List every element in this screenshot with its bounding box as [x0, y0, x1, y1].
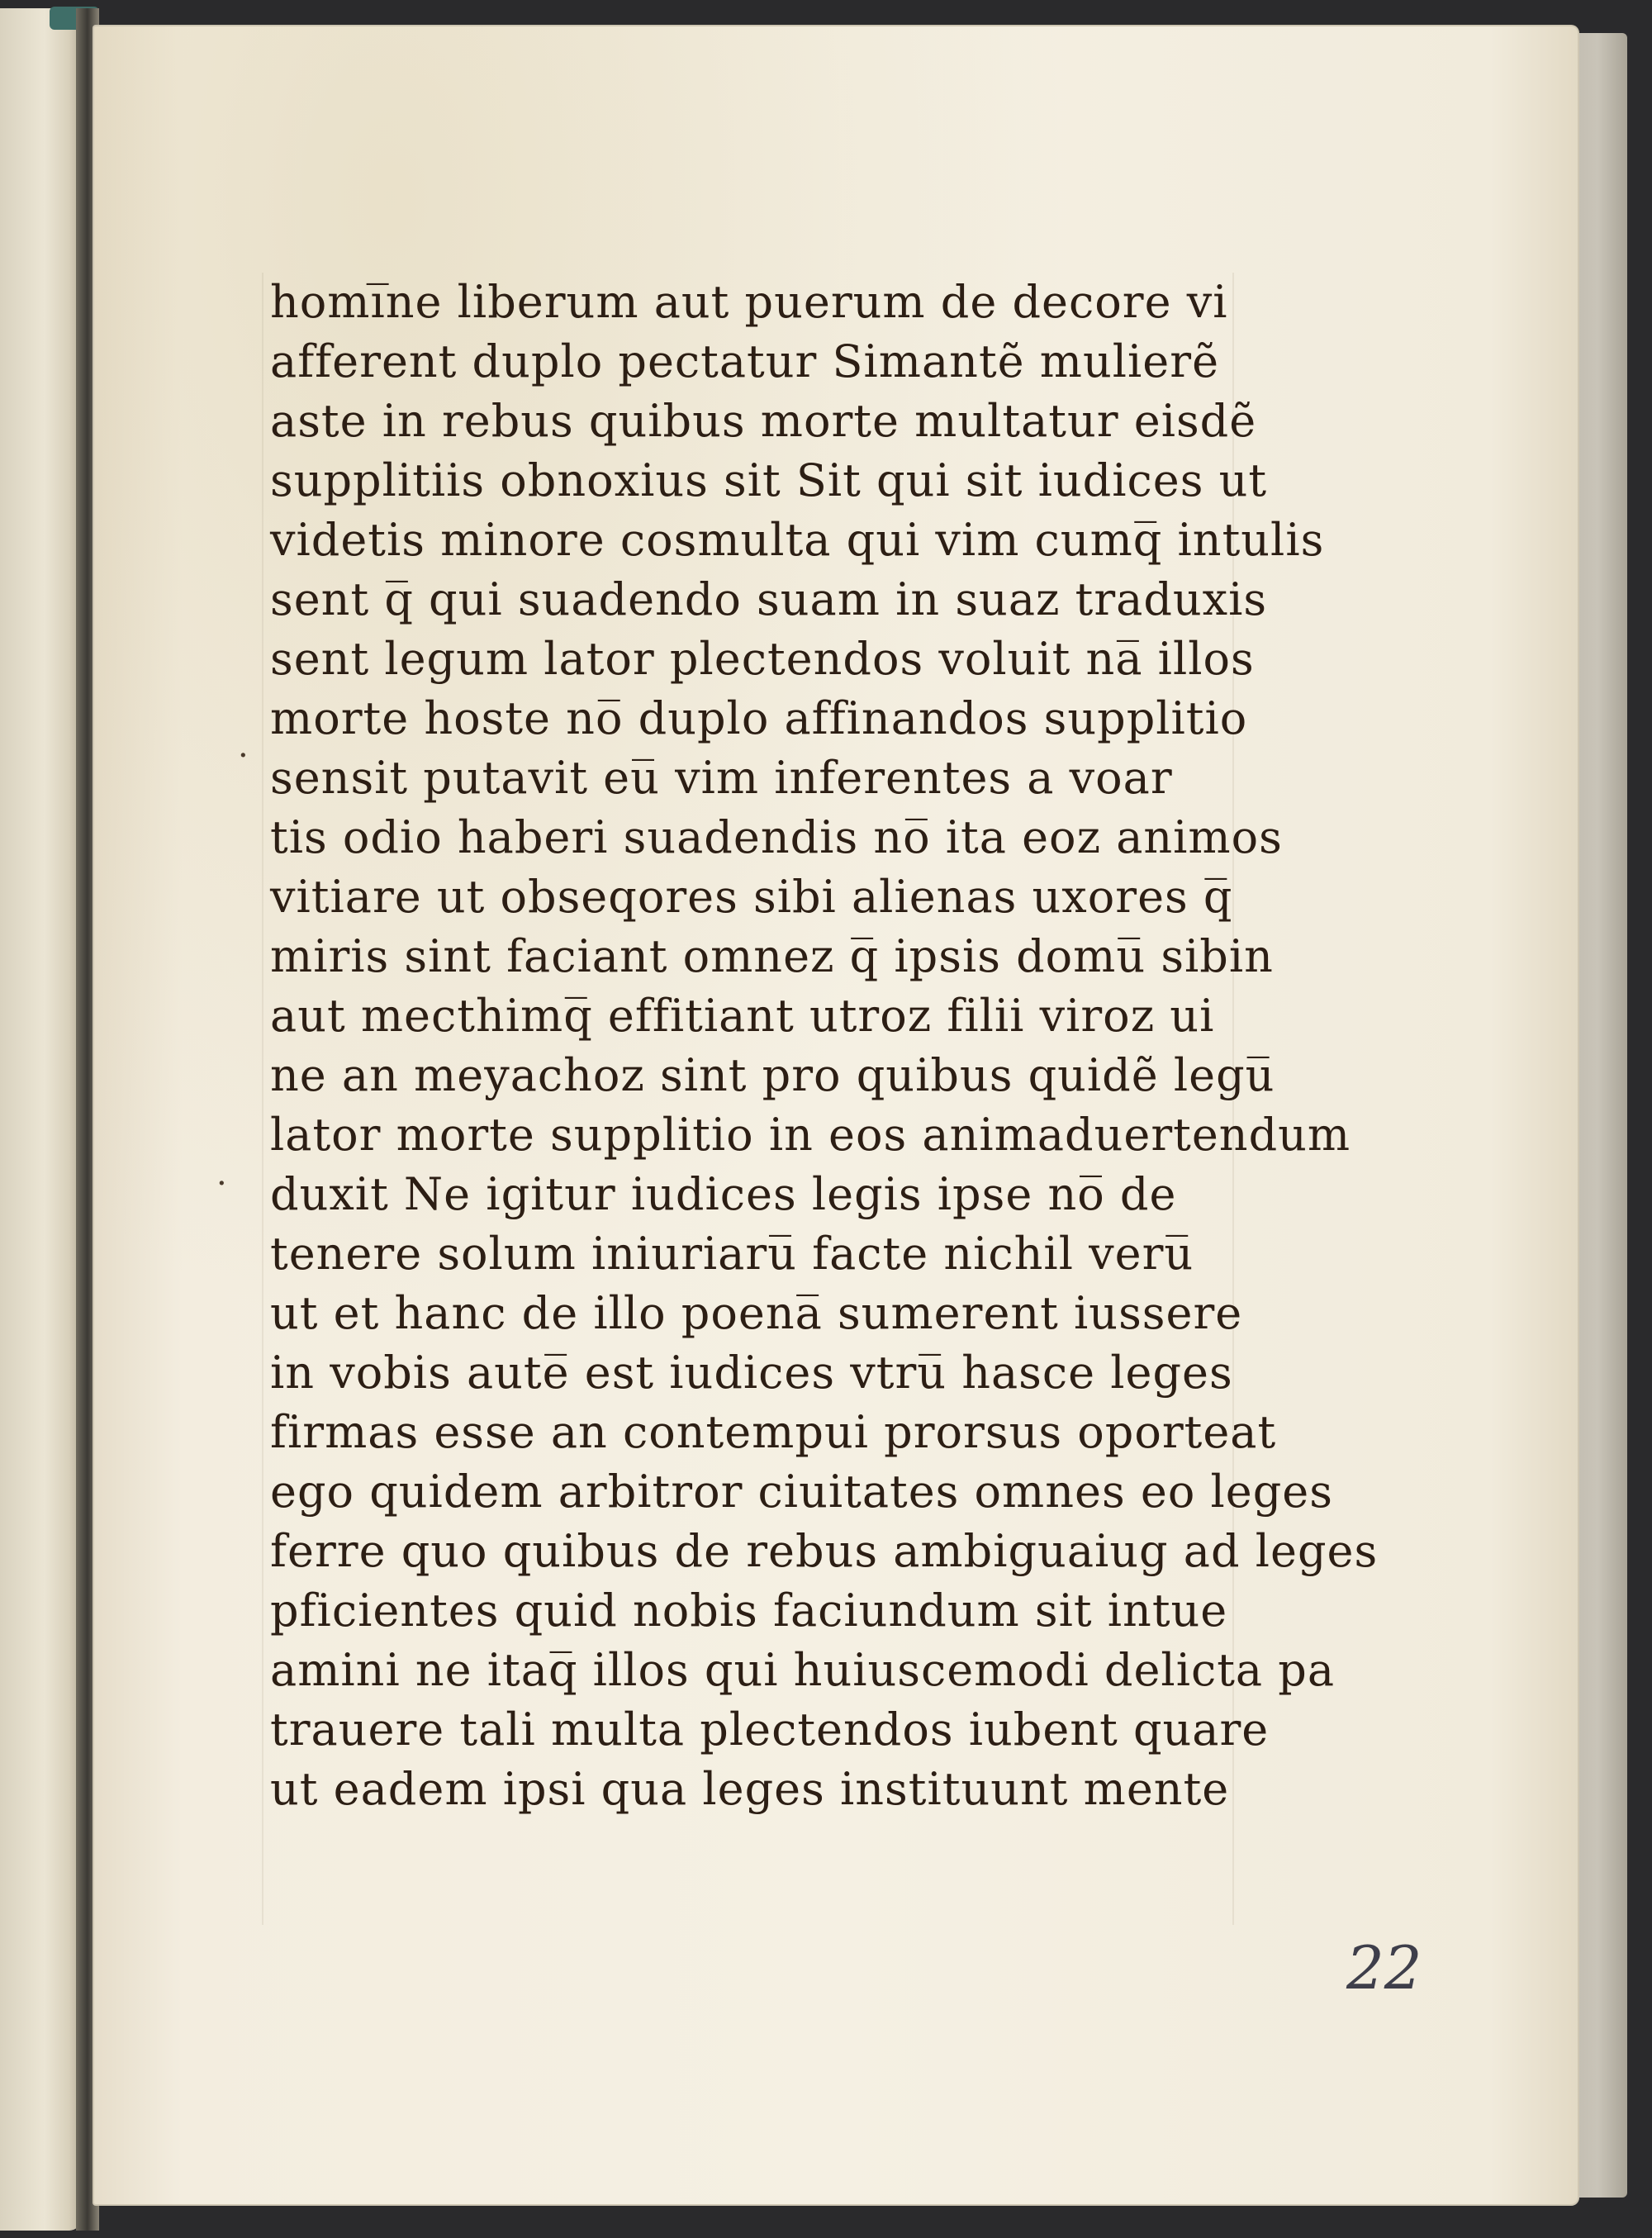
text-line: miris sint faciant omnez q̅ ipsis domu̅ sibin	[270, 930, 1274, 982]
manuscript-page	[93, 25, 1579, 2206]
text-line: aut mecthimq̅ effitiant utroz filii viroz ui	[270, 990, 1215, 1042]
marginal-mark: ·	[238, 737, 249, 775]
text-line: sent q̅ qui suadendo suam in suaz traduxis	[270, 573, 1268, 625]
text-line: supplitiis obnoxius sit Sit qui sit iudices ut	[270, 454, 1268, 506]
text-line: ut eadem ipsi qua leges instituunt mente	[270, 1763, 1230, 1815]
text-line: ne an meyachoz sint pro quibus quidẽ legu̅	[270, 1049, 1275, 1101]
text-line: tenere solum iniuriaru̅ facte nichil veru̅	[270, 1228, 1194, 1280]
text-line: pficientes quid nobis faciundum sit intue	[270, 1585, 1228, 1637]
text-line: homi̅ne liberum aut puerum de decore vi	[270, 276, 1228, 328]
manuscript-text-block	[270, 273, 1385, 1819]
text-line: amini ne itaq̅ illos qui huiuscemodi delicta pa	[270, 1644, 1336, 1696]
ruling-line-left	[262, 273, 263, 1925]
folio-number: 22	[1346, 1933, 1422, 2003]
text-line: ferre quo quibus de rebus ambiguaiug ad leges	[270, 1525, 1379, 1577]
text-line: sensit putavit eu̅ vim inferentes a voar	[270, 752, 1173, 804]
text-line: duxit Ne igitur iudices legis ipse no̅ de	[270, 1168, 1177, 1220]
text-line: in vobis aute̅ est iudices vtru̅ hasce leges	[270, 1347, 1233, 1399]
text-line: trauere tali multa plectendos iubent quare	[270, 1703, 1270, 1756]
text-line: lator morte supplitio in eos animaduertendum	[270, 1109, 1351, 1161]
facing-page-edge	[0, 8, 81, 2231]
text-line: vitiare ut obseqores sibi alienas uxores q̅	[270, 871, 1233, 923]
text-line: morte hoste no̅ duplo affinandos supplitio	[270, 692, 1248, 744]
text-line: ut et hanc de illo poena̅ sumerent iussere	[270, 1287, 1243, 1339]
text-line: tis odio haberi suadendis no̅ ita eoz animos	[270, 811, 1283, 863]
text-line: videtis minore cosmulta qui vim cumq̅ intulis	[270, 514, 1325, 566]
text-line: ego quidem arbitror ciuitates omnes eo leges	[270, 1466, 1333, 1518]
text-line: firmas esse an contempui prorsus oporteat	[270, 1406, 1277, 1458]
text-line: afferent duplo pectatur Simantẽ mulierẽ	[270, 335, 1220, 387]
marginal-mark: ·	[216, 1165, 227, 1203]
text-line: aste in rebus quibus morte multatur eisdẽ	[270, 395, 1257, 447]
text-line: sent legum lator plectendos voluit na̅ illos	[270, 633, 1255, 685]
